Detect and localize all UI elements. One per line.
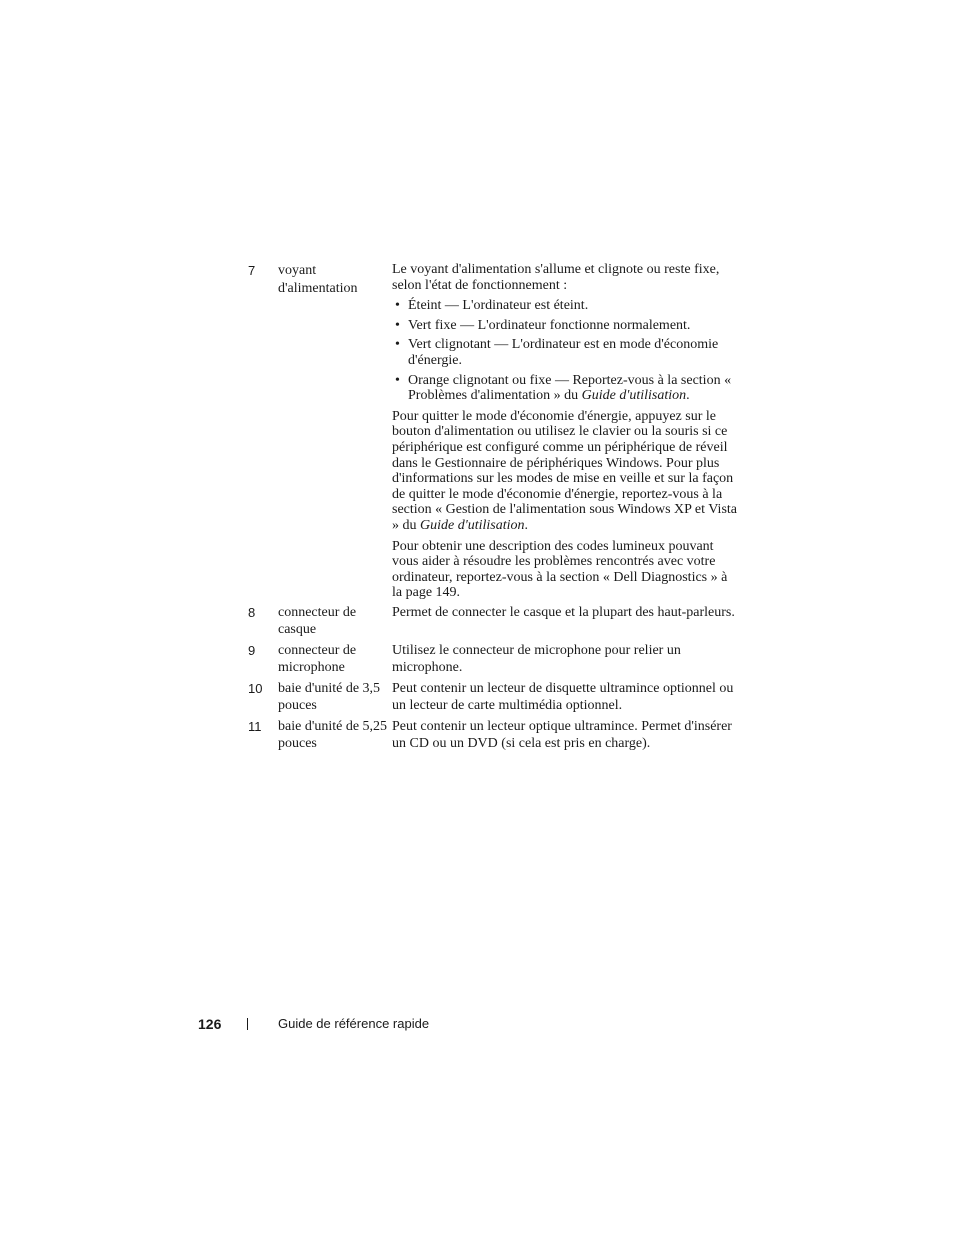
- table-row: [248, 262, 740, 601]
- bullet-icon: •: [395, 298, 400, 314]
- description-paragraph: Pour quitter le mode d'économie d'énergie, appuyez sur le bouton d'alimentation ou utilisez le clavier ou la souris si ce périphérique est configuré comme un périphérique de réveil dans le Gestionnaire de périphériques Windows. Pour plus d'informations sur les modes de mise en veille et sur la façon de quitter le mode d'économie d'énergie, reportez-vous à la section « Gestion de l'alimentation sous Windows XP et Vista » du Guide d'utilisation.: [392, 408, 737, 533]
- bullet-icon: •: [395, 337, 400, 353]
- list-item: • Vert fixe — L'ordinateur fonctionne normalement.: [395, 317, 691, 333]
- page-footer: [198, 1016, 429, 1032]
- page-number: 126: [198, 1016, 222, 1032]
- status-list: [392, 298, 740, 404]
- item-label: baie d'unité de 5,25 pouces: [278, 718, 388, 752]
- footer-divider: [247, 1018, 248, 1030]
- guide-reference: Guide d'utilisation: [420, 517, 525, 533]
- item-number: 7: [248, 263, 256, 278]
- list-item: • Vert clignotant — L'ordinateur est en mode d'économie d'énergie.: [395, 337, 719, 368]
- table-row: [248, 718, 740, 753]
- item-number: 11: [248, 718, 262, 734]
- item-label: connecteur de casque: [278, 604, 357, 638]
- item-description: Peut contenir un lecteur optique ultramince. Permet d'insérer un CD ou un DVD (si cela est pris en charge).: [392, 718, 732, 752]
- component-table: [248, 262, 740, 753]
- item-number: 8: [248, 604, 256, 620]
- footer-title: Guide de référence rapide: [278, 1016, 430, 1031]
- item-description: Permet de connecter le casque et la plupart des haut-parleurs.: [392, 604, 735, 620]
- item-label: voyant d'alimentation: [278, 263, 358, 296]
- item-number: 9: [248, 642, 256, 658]
- table-row: [248, 642, 740, 677]
- item-label: baie d'unité de 3,5 pouces: [278, 680, 381, 714]
- guide-reference: Guide d'utilisation: [581, 388, 687, 404]
- table-row: [248, 604, 740, 639]
- bullet-icon: •: [395, 372, 400, 388]
- item-description: Peut contenir un lecteur de disquette ultramince optionnel ou un lecteur de carte multimédia optionnel.: [392, 680, 734, 714]
- table-row: [248, 680, 740, 715]
- description-intro: Le voyant d'alimentation s'allume et clignote ou reste fixe, selon l'état de fonctionnement :: [392, 262, 720, 293]
- item-description: Utilisez le connecteur de microphone pour relier un microphone.: [392, 642, 681, 676]
- list-item: • Orange clignotant ou fixe — Reportez-vous à la section « Problèmes d'alimentation » du Guide d'utilisation.: [395, 372, 732, 404]
- list-item: • Éteint — L'ordinateur est éteint.: [395, 298, 589, 314]
- item-description: [392, 262, 740, 601]
- description-paragraph: Pour obtenir une description des codes lumineux pouvant vous aider à résoudre les problèmes rencontrés avec votre ordinateur, reportez-vous à la section « Dell Diagnostics » à la page 149.: [392, 538, 728, 601]
- item-label: connecteur de microphone: [278, 642, 357, 676]
- bullet-icon: •: [395, 317, 400, 333]
- item-number: 10: [248, 680, 263, 696]
